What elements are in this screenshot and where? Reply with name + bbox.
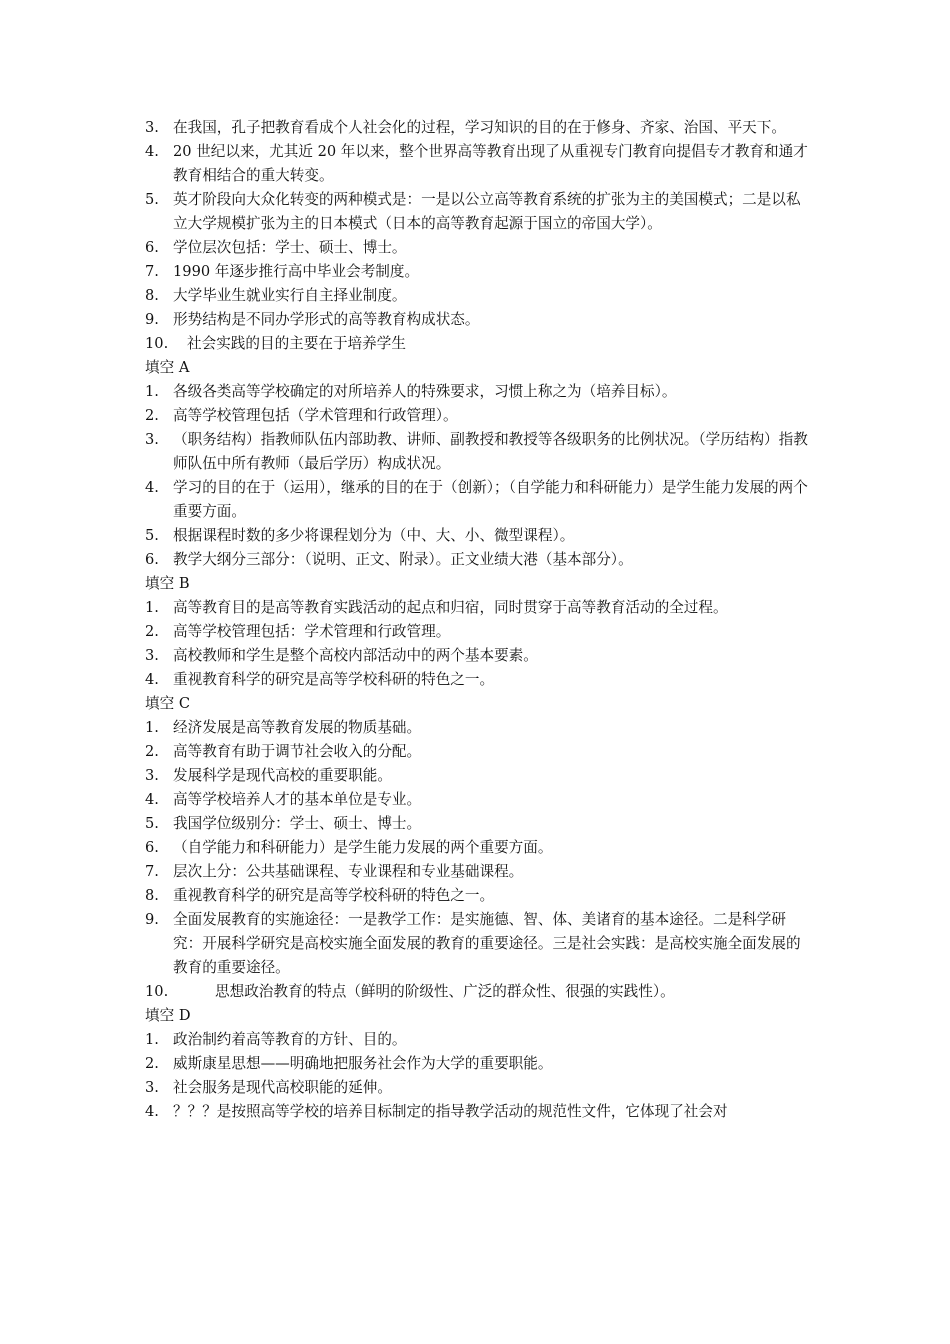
intro-list xyxy=(145,116,815,356)
list-item xyxy=(145,476,815,524)
item-text: 在我国，孔子把教育看成个人社会化的过程，学习知识的目的在于修身、齐家、治国、平天下。 xyxy=(173,119,786,136)
item-number: 3. xyxy=(145,767,159,784)
item-text: 学位层次包括：学士、硕士、博士。 xyxy=(173,239,407,256)
item-text: 学习的目的在于（运用），继承的目的在于（创新）；（自学能力和科研能力）是学生能力发展的两个重要方面。 xyxy=(173,479,808,520)
list-item xyxy=(145,1100,815,1124)
list-item xyxy=(145,284,815,308)
item-number: 3. xyxy=(145,647,159,664)
list-item xyxy=(145,428,815,476)
item-text: 英才阶段向大众化转变的两种模式是：一是以公立高等教育系统的扩张为主的美国模式；二是以私立大学规模扩张为主的日本模式（日本的高等教育起源于国立的帝国大学）。 xyxy=(173,191,801,232)
item-text: 高等教育目的是高等教育实践活动的起点和归宿，同时贯穿于高等教育活动的全过程。 xyxy=(173,599,728,616)
item-number: 4. xyxy=(145,1103,159,1120)
item-text: 高等学校管理包括（学术管理和行政管理）。 xyxy=(173,407,458,424)
list-item xyxy=(145,596,815,620)
item-number: 6. xyxy=(145,839,159,856)
list-item xyxy=(145,836,815,860)
item-text: 重视教育科学的研究是高等学校科研的特色之一。 xyxy=(173,671,495,688)
section-heading-b: 填空 B xyxy=(145,575,190,592)
item-number: 2. xyxy=(145,743,159,760)
item-text: 根据课程时数的多少将课程划分为（中、大、小、微型课程）。 xyxy=(173,527,575,544)
item-text: 高等学校管理包括：学术管理和行政管理。 xyxy=(173,623,451,640)
list-item xyxy=(145,308,815,332)
list-item xyxy=(145,812,815,836)
item-number: 3. xyxy=(145,431,159,448)
list-item xyxy=(145,1076,815,1100)
list-item xyxy=(145,860,815,884)
item-number: 5. xyxy=(145,815,159,832)
item-text: 思想政治教育的特点（鲜明的阶级性、广泛的群众性、很强的实践性）。 xyxy=(215,983,675,1000)
item-number: 5. xyxy=(145,191,159,208)
item-number: 8. xyxy=(145,887,159,904)
item-number: 7. xyxy=(145,863,159,880)
list-item xyxy=(145,404,815,428)
item-number: 6. xyxy=(145,551,159,568)
item-text: 重视教育科学的研究是高等学校科研的特色之一。 xyxy=(173,887,495,904)
list-item xyxy=(145,380,815,404)
item-number: 2. xyxy=(145,623,159,640)
list-item xyxy=(145,788,815,812)
list-item xyxy=(145,524,815,548)
section-heading-c: 填空 C xyxy=(145,695,190,712)
item-number: 9. xyxy=(145,311,159,328)
item-text: 政治制约着高等教育的方针、目的。 xyxy=(173,1031,407,1048)
item-text: 教学大纲分三部分：（说明、正文、附录）。正文业绩大港（基本部分）。 xyxy=(173,551,633,568)
item-text: 层次上分：公共基础课程、专业课程和专业基础课程。 xyxy=(173,863,524,880)
item-text: 1990 年逐步推行高中毕业会考制度。 xyxy=(173,263,420,280)
list-item xyxy=(145,620,815,644)
item-text: 社会服务是现代高校职能的延伸。 xyxy=(173,1079,392,1096)
list-item xyxy=(145,716,815,740)
item-number: 9. xyxy=(145,911,159,928)
section-d-list xyxy=(145,1028,815,1124)
item-number: 2. xyxy=(145,407,159,424)
item-text: 全面发展教育的实施途径：一是教学工作：是实施德、智、体、美诸育的基本途径。二是科学研究：开展科学研究是高校实施全面发展的教育的重要途径。三是社会实践：是高校实施全面发展的教育的重要途径。 xyxy=(173,911,801,976)
section-b-list xyxy=(145,596,815,692)
document-body xyxy=(145,116,815,1124)
section-a-list xyxy=(145,380,815,572)
item-text: 高等学校培养人才的基本单位是专业。 xyxy=(173,791,422,808)
item-text: 各级各类高等学校确定的对所培养人的特殊要求，习惯上称之为（培养目标）。 xyxy=(173,383,677,400)
list-item xyxy=(145,236,815,260)
item-number: 1. xyxy=(145,599,159,616)
list-item xyxy=(145,140,815,188)
item-text: 经济发展是高等教育发展的物质基础。 xyxy=(173,719,422,736)
item-text: 社会实践的目的主要在于培养学生 xyxy=(187,335,406,352)
item-text: 形势结构是不同办学形式的高等教育构成状态。 xyxy=(173,311,480,328)
item-text: 高校教师和学生是整个高校内部活动中的两个基本要素。 xyxy=(173,647,538,664)
item-text: 20 世纪以来，尤其近 20 年以来，整个世界高等教育出现了从重视专门教育向提倡专才教育和通才教育相结合的重大转变。 xyxy=(173,143,808,184)
section-heading-a: 填空 A xyxy=(145,359,190,376)
item-text: 发展科学是现代高校的重要职能。 xyxy=(173,767,392,784)
item-number: 4. xyxy=(145,671,159,688)
item-number: 3. xyxy=(145,119,159,136)
item-number: 1. xyxy=(145,1031,159,1048)
list-item xyxy=(145,908,815,980)
item-text: ？？？是按照高等学校的培养目标制定的指导教学活动的规范性文件，它体现了社会对 xyxy=(173,1103,728,1120)
item-text: （自学能力和科研能力）是学生能力发展的两个重要方面。 xyxy=(173,839,553,856)
item-number: 4. xyxy=(145,791,159,808)
list-item xyxy=(145,980,815,1004)
item-number: 4. xyxy=(145,143,159,160)
item-number: 4. xyxy=(145,479,159,496)
list-item xyxy=(145,740,815,764)
item-number: 6. xyxy=(145,239,159,256)
item-number: 5. xyxy=(145,527,159,544)
list-item xyxy=(145,1052,815,1076)
list-item xyxy=(145,188,815,236)
item-text: 高等教育有助于调节社会收入的分配。 xyxy=(173,743,422,760)
list-item xyxy=(145,884,815,908)
item-text: 大学毕业生就业实行自主择业制度。 xyxy=(173,287,407,304)
item-text: （职务结构）指教师队伍内部助教、讲师、副教授和教授等各级职务的比例状况。（学历结构）指教师队伍中所有教师（最后学历）构成状况。 xyxy=(173,431,808,472)
list-item xyxy=(145,1028,815,1052)
list-item xyxy=(145,668,815,692)
item-number: 10. xyxy=(145,983,169,1000)
item-number: 2. xyxy=(145,1055,159,1072)
item-number: 7. xyxy=(145,263,159,280)
list-item xyxy=(145,644,815,668)
section-heading-d: 填空 D xyxy=(145,1007,191,1024)
item-text: 我国学位级别分：学士、硕士、博士。 xyxy=(173,815,422,832)
item-number: 8. xyxy=(145,287,159,304)
item-text: 威斯康星思想——明确地把服务社会作为大学的重要职能。 xyxy=(173,1055,553,1072)
item-number: 3. xyxy=(145,1079,159,1096)
item-number: 1. xyxy=(145,719,159,736)
section-c-list xyxy=(145,716,815,1004)
list-item xyxy=(145,116,815,140)
list-item xyxy=(145,764,815,788)
list-item xyxy=(145,548,815,572)
list-item xyxy=(145,260,815,284)
list-item xyxy=(145,332,815,356)
item-number: 1. xyxy=(145,383,159,400)
item-number: 10. xyxy=(145,335,169,352)
